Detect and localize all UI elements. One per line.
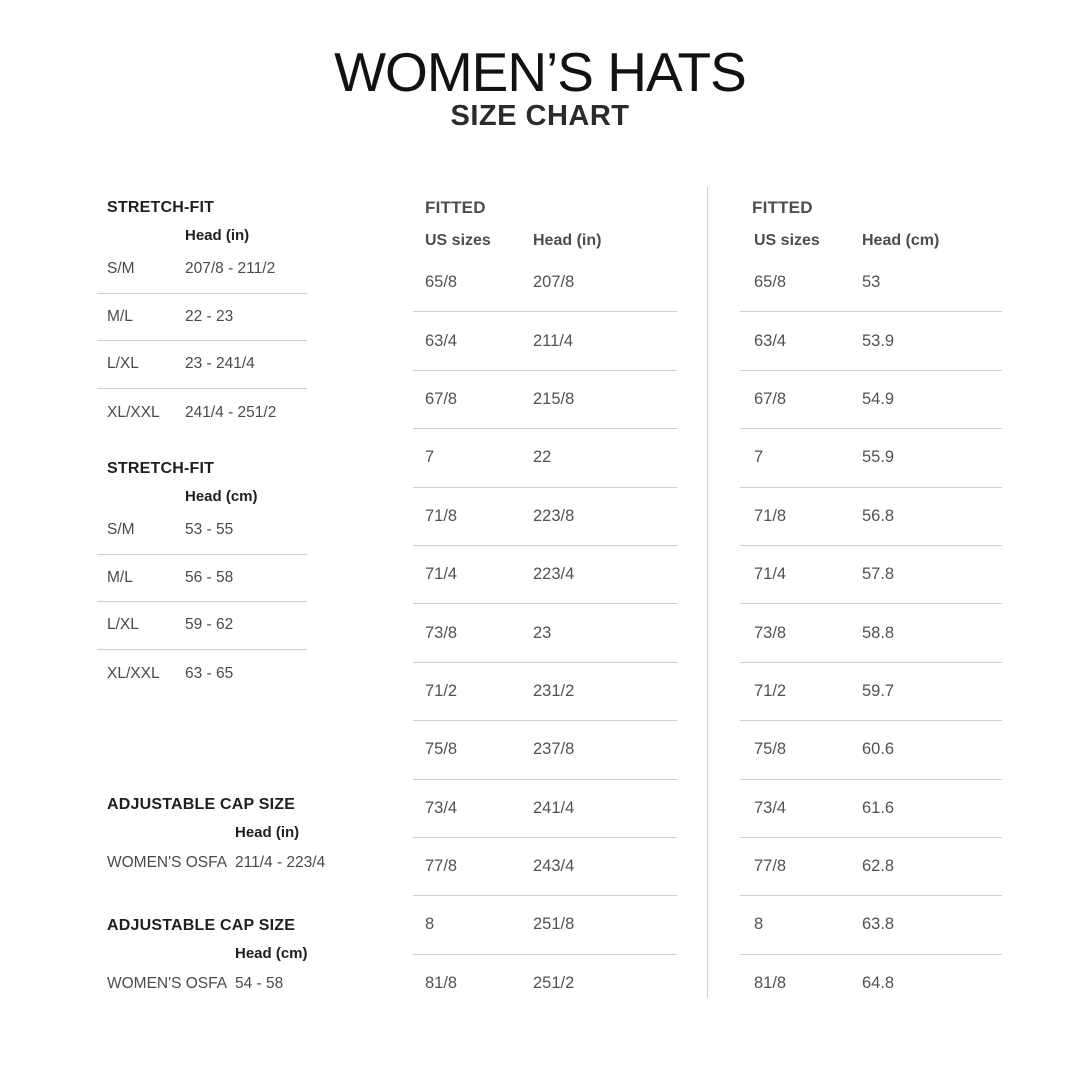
row-value: 237/8 bbox=[533, 740, 575, 759]
table-row bbox=[97, 602, 307, 650]
table-row bbox=[413, 896, 677, 954]
column-header-head-cm: Head (cm) bbox=[862, 232, 940, 249]
table-row bbox=[97, 389, 307, 437]
row-label: 71/2 bbox=[425, 681, 458, 700]
table-row bbox=[97, 843, 347, 883]
row-label: 7 bbox=[425, 448, 435, 467]
table-row bbox=[740, 838, 1002, 896]
row-value: 53 bbox=[862, 273, 881, 292]
row-value: 241/4 - 251/2 bbox=[185, 403, 277, 421]
row-label: M/L bbox=[107, 307, 133, 325]
adjustable-cap-in-table bbox=[97, 795, 347, 883]
row-value: 231/2 bbox=[533, 681, 575, 700]
row-value: 58.8 bbox=[862, 623, 895, 642]
row-label: 73/4 bbox=[754, 798, 787, 817]
table-row bbox=[740, 254, 1002, 312]
column-headers bbox=[425, 231, 677, 251]
row-value: 61.6 bbox=[862, 798, 895, 817]
page-subtitle: SIZE CHART bbox=[450, 100, 630, 132]
row-label: 67/8 bbox=[754, 389, 787, 408]
table-row bbox=[97, 341, 307, 389]
column-header-us-sizes: US sizes bbox=[754, 232, 820, 249]
row-value: 53 - 55 bbox=[185, 521, 234, 539]
row-label: 77/8 bbox=[425, 857, 458, 876]
row-value: 56 - 58 bbox=[185, 568, 234, 586]
row-label: L/XL bbox=[107, 355, 139, 373]
row-label: 81/8 bbox=[425, 974, 458, 993]
table-row bbox=[413, 780, 677, 838]
row-label: 8 bbox=[754, 915, 764, 934]
table-row bbox=[740, 896, 1002, 954]
row-value: 64.8 bbox=[862, 974, 895, 993]
table-row bbox=[97, 246, 307, 294]
table-rows bbox=[97, 507, 307, 697]
table-row bbox=[413, 955, 677, 1013]
table-row bbox=[740, 546, 1002, 604]
table-row bbox=[740, 663, 1002, 721]
table-row bbox=[740, 721, 1002, 779]
fitted-in-table bbox=[413, 198, 677, 1013]
fitted-cm-table bbox=[740, 198, 1002, 1013]
row-label: M/L bbox=[107, 568, 133, 586]
row-label: L/XL bbox=[107, 616, 139, 634]
row-value: 22 bbox=[533, 448, 552, 467]
column-header-head-cm: Head (cm) bbox=[235, 945, 308, 962]
adjustable-cap-cm-table bbox=[97, 916, 347, 1004]
column-header-head-in: Head (in) bbox=[533, 232, 602, 249]
row-value: 223/8 bbox=[533, 506, 575, 525]
table-row bbox=[97, 964, 347, 1004]
row-value: 207/8 bbox=[533, 273, 575, 292]
table-heading: ADJUSTABLE CAP SIZE bbox=[107, 917, 296, 934]
table-row bbox=[413, 371, 677, 429]
row-label: 73/4 bbox=[425, 798, 458, 817]
table-row bbox=[413, 488, 677, 546]
table-rows bbox=[97, 964, 347, 1004]
row-value: 215/8 bbox=[533, 389, 575, 408]
row-value: 53.9 bbox=[862, 331, 895, 350]
row-label: 71/8 bbox=[425, 506, 458, 525]
row-label: 65/8 bbox=[425, 273, 458, 292]
row-label: 71/2 bbox=[754, 681, 787, 700]
table-row bbox=[740, 955, 1002, 1013]
table-row bbox=[413, 604, 677, 662]
table-row bbox=[97, 650, 307, 698]
row-value: 251/2 bbox=[533, 974, 575, 993]
table-row bbox=[413, 254, 677, 312]
stretch-fit-cm-table bbox=[97, 459, 307, 697]
row-value: 251/8 bbox=[533, 915, 575, 934]
row-value: 54.9 bbox=[862, 389, 895, 408]
column-header-head-in: Head (in) bbox=[185, 227, 250, 244]
table-heading: STRETCH-FIT bbox=[107, 460, 215, 477]
row-value: 23 bbox=[533, 623, 552, 642]
table-rows bbox=[97, 843, 347, 883]
table-row bbox=[97, 507, 307, 555]
row-label: WOMEN'S OSFA bbox=[107, 854, 228, 871]
page-title: WOMEN’S HATS bbox=[334, 41, 746, 103]
column-header-head-cm: Head (cm) bbox=[185, 488, 258, 505]
column-header-head-in: Head (in) bbox=[235, 824, 300, 841]
row-label: 73/8 bbox=[754, 623, 787, 642]
row-value: 60.6 bbox=[862, 740, 895, 759]
table-row bbox=[740, 780, 1002, 838]
row-value: 59.7 bbox=[862, 681, 895, 700]
row-label: 71/4 bbox=[754, 565, 787, 584]
row-label: S/M bbox=[107, 521, 135, 539]
row-value: 211/4 - 223/4 bbox=[235, 854, 326, 871]
row-label: 77/8 bbox=[754, 857, 787, 876]
stretch-fit-in-table bbox=[97, 198, 307, 436]
table-row bbox=[740, 371, 1002, 429]
row-label: 65/8 bbox=[754, 273, 787, 292]
table-heading: STRETCH-FIT bbox=[107, 199, 215, 216]
column-header-us-sizes: US sizes bbox=[425, 232, 491, 249]
column-headers bbox=[754, 231, 1002, 251]
row-label: 67/8 bbox=[425, 389, 458, 408]
row-label: XL/XXL bbox=[107, 664, 160, 682]
table-row bbox=[413, 546, 677, 604]
table-row bbox=[740, 312, 1002, 370]
row-label: 63/4 bbox=[425, 331, 458, 350]
row-value: 243/4 bbox=[533, 857, 575, 876]
table-heading: ADJUSTABLE CAP SIZE bbox=[107, 796, 296, 813]
row-value: 59 - 62 bbox=[185, 616, 234, 634]
row-label: 7 bbox=[754, 448, 764, 467]
table-rows bbox=[413, 254, 677, 1013]
row-label: XL/XXL bbox=[107, 403, 160, 421]
table-heading: FITTED bbox=[425, 198, 486, 217]
row-label: 81/8 bbox=[754, 974, 787, 993]
row-value: 211/4 bbox=[533, 331, 574, 350]
row-label: 73/8 bbox=[425, 623, 458, 642]
row-label: WOMEN'S OSFA bbox=[107, 975, 228, 992]
row-value: 207/8 - 211/2 bbox=[185, 260, 276, 278]
row-label: 8 bbox=[425, 915, 435, 934]
row-value: 55.9 bbox=[862, 448, 895, 467]
table-row bbox=[740, 604, 1002, 662]
row-value: 57.8 bbox=[862, 565, 895, 584]
row-value: 63 - 65 bbox=[185, 664, 234, 682]
table-row bbox=[413, 663, 677, 721]
row-value: 63.8 bbox=[862, 915, 895, 934]
table-row bbox=[413, 838, 677, 896]
table-row bbox=[740, 429, 1002, 487]
row-value: 56.8 bbox=[862, 506, 895, 525]
row-value: 241/4 bbox=[533, 798, 575, 817]
row-value: 22 - 23 bbox=[185, 307, 234, 325]
table-heading: FITTED bbox=[752, 198, 813, 217]
table-row bbox=[413, 721, 677, 779]
table-row bbox=[413, 312, 677, 370]
row-label: 71/4 bbox=[425, 565, 458, 584]
table-row bbox=[740, 488, 1002, 546]
table-row bbox=[97, 294, 307, 342]
row-value: 23 - 241/4 bbox=[185, 355, 255, 373]
row-label: 71/8 bbox=[754, 506, 787, 525]
row-value: 54 - 58 bbox=[235, 975, 284, 992]
table-row bbox=[97, 555, 307, 603]
row-value: 62.8 bbox=[862, 857, 895, 876]
row-label: S/M bbox=[107, 260, 135, 278]
row-label: 75/8 bbox=[425, 740, 458, 759]
table-rows bbox=[97, 246, 307, 436]
row-value: 223/4 bbox=[533, 565, 575, 584]
table-row bbox=[413, 429, 677, 487]
row-label: 75/8 bbox=[754, 740, 787, 759]
table-rows bbox=[740, 254, 1002, 1013]
row-label: 63/4 bbox=[754, 331, 787, 350]
column-separator bbox=[707, 187, 708, 998]
